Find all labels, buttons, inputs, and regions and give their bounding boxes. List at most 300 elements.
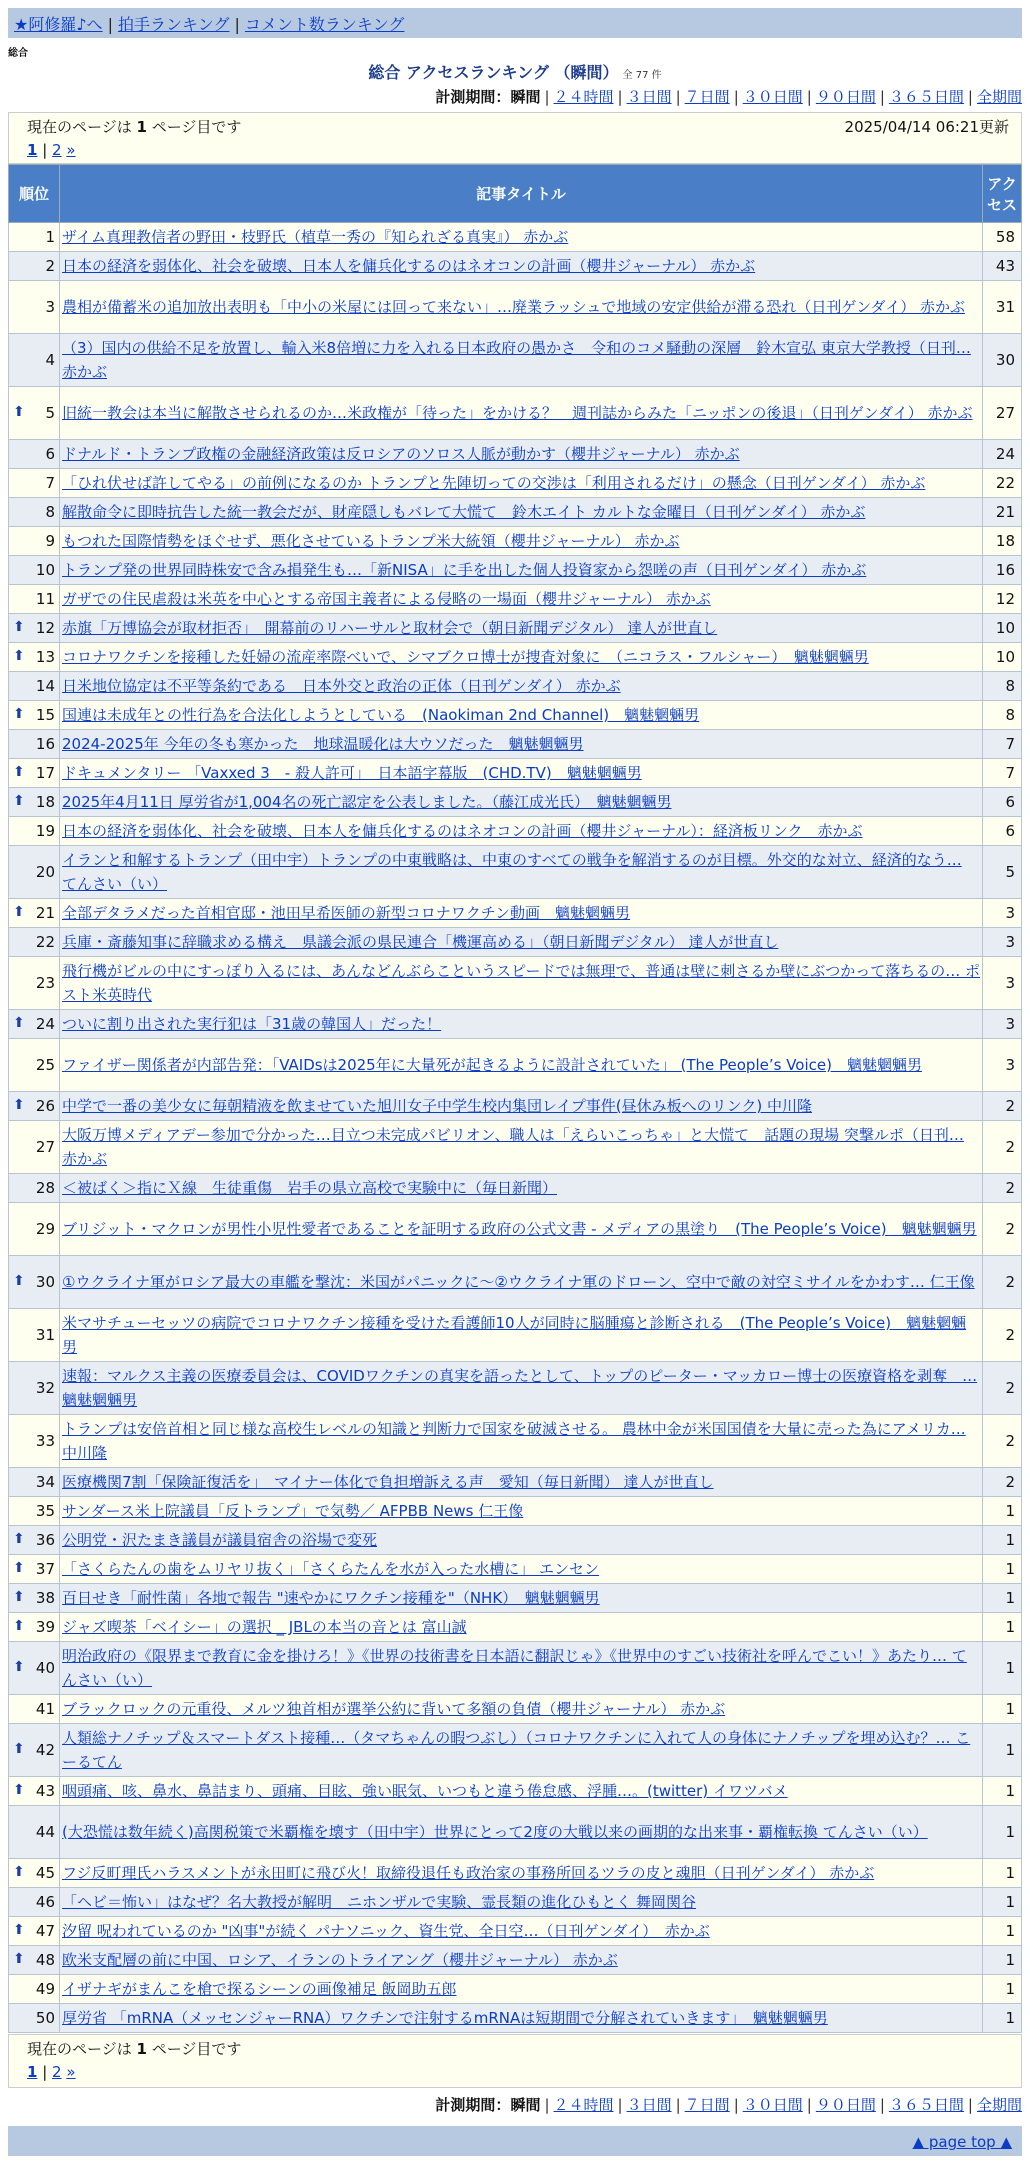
article-link[interactable]: ガザでの住民虐殺は米英を中心とする帝国主義者による侵略の一場面（櫻井ジャーナル） 赤かぶ (62, 590, 711, 608)
period-option-link[interactable]: ３０日間 (742, 2096, 803, 2114)
access-count: 10 (983, 614, 1022, 643)
rank-number: 10 (35, 561, 55, 579)
ranking-row (9, 643, 1022, 672)
rank-number: 36 (35, 1531, 55, 1549)
ranking-table (8, 164, 1022, 2033)
up-arrow-icon: ⬆ (13, 648, 25, 664)
article-link[interactable]: 咽頭痛、咳、鼻水、鼻詰まり、頭痛、目眩、強い眠気、いつもと違う倦怠感、浮腫…。(twitter) イワツバメ (62, 1782, 788, 1800)
article-link[interactable]: 兵庫・斎藤知事に辞職求める構え 県議会派の県民連合「機運高める」（朝日新聞デジタル） 達人が世直し (62, 933, 779, 951)
title-cell (60, 614, 983, 643)
title-cell (60, 928, 983, 957)
rank-cell (9, 223, 60, 252)
period-option-link[interactable]: ２４時間 (553, 88, 614, 106)
access-count: 8 (983, 672, 1022, 701)
rank-cell (9, 701, 60, 730)
title-cell (60, 440, 983, 469)
pager-page-2[interactable]: 2 (52, 141, 62, 159)
rank-number: 47 (35, 1922, 55, 1940)
nav-separator: | (234, 15, 240, 34)
rank-number: 40 (35, 1659, 55, 1677)
article-link[interactable]: 国連は未成年との性行為を合法化しようとしている (Naokiman 2nd Channel) 魑魅魍魎男 (62, 706, 700, 724)
rank-number: 29 (35, 1220, 55, 1238)
rank-number: 20 (35, 863, 55, 881)
rank-cell (9, 252, 60, 281)
article-link[interactable]: 日本の経済を弱体化、社会を破壊、日本人を傭兵化するのはネオコンの計画（櫻井ジャーナル） 赤かぶ (62, 257, 756, 275)
rank-cell (9, 1121, 60, 1174)
ranking-row (9, 252, 1022, 281)
rank-cell (9, 1642, 60, 1695)
nav-link-applause-ranking[interactable]: 拍手ランキング (117, 15, 230, 34)
article-link[interactable]: ①ウクライナ軍がロシア最大の車艦を撃沈：米国がパニックに～②ウクライナ軍のドローン、空中で敵の対空ミサイルをかわす… 仁王像 (62, 1273, 975, 1291)
period-option-link[interactable]: ３０日間 (742, 88, 803, 106)
article-link[interactable]: イザナギがまんこを槍で探るシーンの画像補足 飯岡助五郎 (62, 1980, 457, 1998)
ranking-row (9, 928, 1022, 957)
article-link[interactable]: コロナワクチンを接種した妊婦の流産率際べいで、シマブクロ博士が捜査対象に （ニコラス・フルシャー） 魑魅魍魎男 (62, 648, 869, 666)
access-count: 58 (983, 223, 1022, 252)
title-cell (60, 1917, 983, 1946)
up-arrow-icon: ⬆ (13, 1560, 25, 1576)
rank-number: 17 (35, 764, 55, 782)
rank-cell (9, 440, 60, 469)
total-count: 全 77 件 (622, 70, 662, 81)
rank-cell (9, 527, 60, 556)
ranking-row (9, 1859, 1022, 1888)
access-count: 21 (983, 498, 1022, 527)
period-separator: | (617, 2096, 623, 2114)
ranking-row (9, 817, 1022, 846)
article-link[interactable]: ついに割り出された実行犯は「31歳の韓国人」だった！ (62, 1015, 442, 1033)
title-cell (60, 1859, 983, 1888)
ranking-row (9, 614, 1022, 643)
ranking-row (9, 1613, 1022, 1642)
article-link[interactable]: 2024-2025年 今年の冬も寒かった 地球温暖化は大ウソだった 魑魅魍魎男 (62, 735, 584, 753)
footer-bar (8, 2126, 1022, 2156)
ranking-row (9, 469, 1022, 498)
article-link[interactable]: フジ反町理氏ハラスメントが永田町に飛び火！取締役退任も政治家の事務所回るツラの皮と魂胆（日刊ゲンダイ） 赤かぶ (62, 1864, 875, 1882)
title-cell (60, 701, 983, 730)
title-cell (60, 1256, 983, 1309)
pager-next[interactable]: » (66, 2063, 76, 2081)
ranking-row (9, 334, 1022, 387)
article-link[interactable]: 汐留 呪われているのか "凶事"が続く パナソニック、資生党、全日空…（日刊ゲンダイ） 赤かぶ (62, 1922, 710, 1940)
title-cell (60, 469, 983, 498)
rank-cell (9, 1584, 60, 1613)
up-arrow-icon: ⬆ (13, 764, 25, 780)
ranking-row (9, 1526, 1022, 1555)
access-count: 3 (983, 899, 1022, 928)
pager-top: 1 | 2 » (27, 141, 76, 159)
article-link[interactable]: 欧米支配層の前に中国、ロシア、イランのトライアング（櫻井ジャーナル） 赤かぶ (62, 1951, 618, 1969)
ranking-row (9, 387, 1022, 440)
period-option-link[interactable]: ３日間 (626, 88, 672, 106)
ranking-row (9, 1584, 1022, 1613)
title-cell (60, 1203, 983, 1256)
rank-cell (9, 643, 60, 672)
period-option-link[interactable]: ９０日間 (815, 88, 876, 106)
access-count: 18 (983, 527, 1022, 556)
access-count: 30 (983, 334, 1022, 387)
rank-cell (9, 1724, 60, 1777)
ranking-row (9, 1010, 1022, 1039)
title-cell (60, 788, 983, 817)
page-top-link[interactable]: ▲ page top ▲ (912, 2133, 1012, 2151)
period-separator: | (733, 2096, 739, 2114)
title-cell (60, 2004, 983, 2033)
rank-cell (9, 1946, 60, 1975)
rank-number: 41 (35, 1700, 55, 1718)
period-option-link[interactable]: 全期間 (976, 2096, 1022, 2114)
access-count: 2 (983, 1309, 1022, 1362)
rank-cell (9, 1362, 60, 1415)
rank-number: 8 (45, 503, 55, 521)
title-cell (60, 672, 983, 701)
period-option-link[interactable]: ７日間 (684, 2096, 730, 2114)
title-cell (60, 730, 983, 759)
article-link[interactable]: 赤旗「万博協会が取材拒否」 開幕前のリハーサルと取材会で（朝日新聞デジタル） 達人が世直し (62, 619, 718, 637)
rank-number: 5 (45, 404, 55, 422)
rank-number: 27 (35, 1138, 55, 1156)
rank-cell (9, 498, 60, 527)
ranking-row (9, 527, 1022, 556)
rank-cell (9, 1203, 60, 1256)
article-link[interactable]: 中学で一番の美少女に毎朝精液を飲ませていた旭川女子中学生校内集団レイプ事件(昼休み板へのリンク) 中川隆 (62, 1097, 812, 1115)
up-arrow-icon: ⬆ (13, 1741, 25, 1757)
rank-cell (9, 759, 60, 788)
article-link[interactable]: ザイム真理教信者の野田・枝野氏（植草一秀の『知られざる真実』） 赤かぶ (62, 228, 569, 246)
ranking-row (9, 1039, 1022, 1092)
rank-cell (9, 1555, 60, 1584)
access-count: 31 (983, 281, 1022, 334)
rank-cell (9, 1526, 60, 1555)
rank-cell (9, 1468, 60, 1497)
access-count: 1 (983, 1888, 1022, 1917)
rank-number: 15 (35, 706, 55, 724)
rank-cell (9, 1415, 60, 1468)
nav-separator: | (107, 15, 113, 34)
pager-page-1[interactable]: 1 (27, 2063, 38, 2081)
article-link[interactable]: 農相が備蓄米の追加放出表明も「中小の米屋には回って来ない」…廃業ラッシュで地域の安定供給が滞る恐れ（日刊ゲンダイ） 赤かぶ (62, 298, 965, 316)
top-nav-bar (8, 8, 1022, 38)
rank-cell (9, 556, 60, 585)
ranking-row (9, 440, 1022, 469)
title-cell (60, 846, 983, 899)
rank-cell (9, 1806, 60, 1859)
access-count: 1 (983, 1917, 1022, 1946)
rank-number: 38 (35, 1589, 55, 1607)
rank-cell (9, 614, 60, 643)
article-link[interactable]: 厚労省 「mRNA（メッセンジャーRNA）ワクチンで注射するmRNAは短期間で分解されていきます」 魑魅魍魎男 (62, 2009, 828, 2027)
ranking-row (9, 957, 1022, 1010)
article-link[interactable]: 大阪万博メディアデー参加で分かった…目立つ未完成パビリオン、職人は「えらいこっちゃ」と大慌て 話題の現場 突撃ルポ（日刊… 赤かぶ (62, 1126, 964, 1168)
rank-number: 4 (45, 351, 55, 369)
rank-cell (9, 1497, 60, 1526)
access-count: 1 (983, 1806, 1022, 1859)
rank-number: 43 (35, 1782, 55, 1800)
ranking-row (9, 759, 1022, 788)
article-link[interactable]: 明治政府の《限界まで教育に金を掛けろ！》《世界の技術書を日本語に翻訳じゃ》《世界中のすごい技術社を呼んでこい！》あたり… てんさい（い） (62, 1647, 967, 1689)
article-link[interactable]: （3）国内の供給不足を放置し、輸入米8倍増に力を入れる日本政府の愚かさ 令和のコメ騒動の深層 鈴木宣弘 東京大学教授（日刊… 赤かぶ (62, 339, 971, 381)
article-link[interactable]: 「さくらたんの歯をムリヤリ抜く」「さくらたんを水が入った水槽に」 エンセン (62, 1560, 599, 1578)
ranking-row (9, 1415, 1022, 1468)
rank-number: 22 (35, 933, 55, 951)
rank-cell (9, 1039, 60, 1092)
up-arrow-icon: ⬆ (13, 1531, 25, 1547)
ranking-row (9, 1777, 1022, 1806)
rank-cell (9, 957, 60, 1010)
access-count: 3 (983, 1039, 1022, 1092)
period-separator: | (879, 88, 885, 106)
current-page-text: 現在のページは 1 ページ目です (27, 118, 242, 136)
title-cell (60, 1362, 983, 1415)
rank-number: 42 (35, 1741, 55, 1759)
up-arrow-icon: ⬆ (13, 1618, 25, 1634)
title-cell (60, 252, 983, 281)
rank-number: 13 (35, 648, 55, 666)
pager-page-2[interactable]: 2 (52, 2063, 62, 2081)
article-link[interactable]: トランプは安倍首相と同じ様な高校生レベルの知識と判断力で国家を破滅させる。 農林中金が米国国債を大量に売った為にアメリカ… 中川隆 (62, 1420, 966, 1462)
rank-cell (9, 846, 60, 899)
article-link[interactable]: 旧統一教会は本当に解散させられるのか…米政権が「待った」をかける？ 週刊誌からみた「ニッポンの後退」（日刊ゲンダイ） 赤かぶ (62, 404, 973, 422)
rank-header: 順位 (9, 165, 60, 223)
title-cell (60, 1777, 983, 1806)
access-count: 1 (983, 2004, 1022, 2033)
article-link[interactable]: もつれた国際情勢をほぐせず、悪化させているトランプ米大統領（櫻井ジャーナル） 赤かぶ (62, 532, 680, 550)
access-count: 24 (983, 440, 1022, 469)
page-info-bottom (8, 2034, 1022, 2088)
article-link[interactable]: 解散命令に即時抗告した統一教会だが、財産隠しもバレて大慌て 鈴木エイト カルトな金曜日（日刊ゲンダイ） 赤かぶ (62, 503, 866, 521)
ranking-row (9, 1256, 1022, 1309)
rank-cell (9, 387, 60, 440)
article-link[interactable]: 「ヘビ＝怖い」はなぜ？名大教授が解明 ニホンザルで実験、霊長類の進化ひもとく 舞岡関谷 (62, 1893, 697, 1911)
article-link[interactable]: サンダース米上院議員「反トランプ」で気勢／ AFPBB News 仁王像 (62, 1502, 524, 1520)
access-count: 1 (983, 1584, 1022, 1613)
rank-number: 23 (35, 974, 55, 992)
title-cell (60, 817, 983, 846)
access-count: 1 (983, 1695, 1022, 1724)
access-count: 1 (983, 1859, 1022, 1888)
ranking-row (9, 281, 1022, 334)
rank-cell (9, 672, 60, 701)
article-link[interactable]: 全部デタラメだった首相官邸・池田早希医師の新型コロナワクチン動画 魑魅魍魎男 (62, 904, 631, 922)
article-link[interactable]: ブラックロックの元重役、メルツ独首相が選挙公約に背いて多額の負債（櫻井ジャーナル） 赤かぶ (62, 1700, 726, 1718)
access-count: 1 (983, 1946, 1022, 1975)
title-cell (60, 899, 983, 928)
ranking-row (9, 1174, 1022, 1203)
title-cell (60, 334, 983, 387)
article-link[interactable]: 速報：マルクス主義の医療委員会は、COVIDワクチンの真実を語ったとして、トップのピーター・マッカロー博士の医療資格を剥奪 … 魑魅魍魎男 (62, 1367, 978, 1409)
ranking-row (9, 701, 1022, 730)
ranking-row (9, 899, 1022, 928)
period-selector-top (435, 86, 1022, 107)
period-separator: | (806, 88, 812, 106)
up-arrow-icon: ⬆ (13, 1922, 25, 1938)
article-link[interactable]: 日本の経済を弱体化、社会を破壊、日本人を傭兵化するのはネオコンの計画（櫻井ジャーナル）：経済板リンク 赤かぶ (62, 822, 863, 840)
rank-number: 3 (45, 298, 55, 316)
access-count: 5 (983, 846, 1022, 899)
ranking-row (9, 1946, 1022, 1975)
period-separator: | (675, 2096, 681, 2114)
rank-cell (9, 1917, 60, 1946)
article-link[interactable]: 日米地位協定は不平等条約である 日本外交と政治の正体（日刊ゲンダイ） 赤かぶ (62, 677, 621, 695)
rank-number: 18 (35, 793, 55, 811)
article-link[interactable]: ドナルド・トランプ政権の金融経済政策は反ロシアのソロス人脈が動かす（櫻井ジャーナル） 赤かぶ (62, 445, 740, 463)
rank-cell (9, 928, 60, 957)
access-count: 7 (983, 730, 1022, 759)
access-count: 43 (983, 252, 1022, 281)
access-count: 1 (983, 1555, 1022, 1584)
updated-timestamp: 2025/04/14 06:21更新 (844, 118, 1009, 136)
period-separator: | (733, 88, 739, 106)
period-option-link[interactable]: ３日間 (626, 2096, 672, 2114)
access-count: 2 (983, 1362, 1022, 1415)
rank-number: 30 (35, 1273, 55, 1291)
rank-number: 45 (35, 1864, 55, 1882)
article-link[interactable]: ファイザー関係者が内部告発：「VAIDsは2025年に大量死が起きるように設計されていた」 (The People’s Voice) 魑魅魍魎男 (62, 1056, 922, 1074)
nav-link-asyura[interactable]: ★阿修羅♪へ (14, 15, 103, 34)
rank-cell (9, 1174, 60, 1203)
up-arrow-icon: ⬆ (13, 1864, 25, 1880)
article-link[interactable]: 百日せき「耐性菌」各地で報告 "速やかにワクチン接種を"（NHK） 魑魅魍魎男 (62, 1589, 600, 1607)
title-cell (60, 1121, 983, 1174)
article-link[interactable]: イランと和解するトランプ（田中宇）トランプの中東戦略は、中東のすべての戦争を解消するのが目標。外交的な対立、経済的なう… てんさい（い） (62, 851, 962, 893)
pager-next[interactable]: » (66, 141, 76, 159)
period-option-link[interactable]: ７日間 (684, 88, 730, 106)
rank-cell (9, 1888, 60, 1917)
access-count: 2 (983, 1121, 1022, 1174)
access-count: 2 (983, 1256, 1022, 1309)
access-count: 16 (983, 556, 1022, 585)
access-count: 1 (983, 1724, 1022, 1777)
title-cell (60, 1724, 983, 1777)
ranking-row (9, 1724, 1022, 1777)
period-current: 瞬間 (510, 88, 541, 106)
title-cell (60, 585, 983, 614)
article-link[interactable]: 医療機関7割「保険証復活を」 マイナー体化で負担増訴える声 愛知（毎日新聞） 達人が世直し (62, 1473, 714, 1491)
access-count: 3 (983, 1010, 1022, 1039)
title-cell (60, 1468, 983, 1497)
article-link[interactable]: 「ひれ伏せば許してやる」の前例になるのか トランプと先陣切っての交渉は「利用されるだけ」の懸念（日刊ゲンダイ） 赤かぶ (62, 474, 926, 492)
rank-number: 49 (35, 1980, 55, 1998)
up-arrow-icon: ⬆ (13, 1951, 25, 1967)
period-current: 瞬間 (510, 2096, 541, 2114)
ranking-row (9, 585, 1022, 614)
title-cell (60, 643, 983, 672)
ranking-row (9, 672, 1022, 701)
rank-cell (9, 281, 60, 334)
title-cell (60, 1174, 983, 1203)
article-link[interactable]: 飛行機がビルの中にすっぽり入るには、あんなどんぶらこというスピードでは無理で、普通は壁に刺さるか壁にぶつかって落ちるの… ポスト米英時代 (62, 962, 980, 1004)
period-option-link[interactable]: ９０日間 (815, 2096, 876, 2114)
period-option-link[interactable]: ３６５日間 (888, 2096, 964, 2114)
access-count: 1 (983, 1642, 1022, 1695)
ranking-row (9, 1121, 1022, 1174)
access-count: 3 (983, 957, 1022, 1010)
period-separator: | (617, 88, 623, 106)
title-cell (60, 1806, 983, 1859)
access-count: 12 (983, 585, 1022, 614)
pager-page-1[interactable]: 1 (27, 141, 38, 159)
period-separator: | (806, 2096, 812, 2114)
article-link[interactable]: トランプ発の世界同時株安で含み損発生も…「新NISA」に手を出した個人投資家から怨嗟の声（日刊ゲンダイ） 赤かぶ (62, 561, 867, 579)
period-option-link[interactable]: ３６５日間 (888, 88, 964, 106)
title-cell (60, 1888, 983, 1917)
access-count: 1 (983, 1497, 1022, 1526)
rank-number: 2 (45, 257, 55, 275)
rank-cell (9, 2004, 60, 2033)
rank-cell (9, 1010, 60, 1039)
access-count: 2 (983, 1092, 1022, 1121)
period-selector-bottom (435, 2094, 1022, 2115)
ranking-row (9, 1806, 1022, 1859)
access-count: 1 (983, 1975, 1022, 2004)
page-heading (0, 60, 1030, 83)
rank-number: 26 (35, 1097, 55, 1115)
ranking-row (9, 1309, 1022, 1362)
title-cell (60, 1010, 983, 1039)
title-cell (60, 1642, 983, 1695)
rank-cell (9, 1777, 60, 1806)
ranking-row (9, 556, 1022, 585)
access-count: 1 (983, 1613, 1022, 1642)
ranking-row (9, 1975, 1022, 2004)
nav-link-comment-ranking[interactable]: コメント数ランキング (244, 15, 405, 34)
article-link[interactable]: 米マサチューセッツの病院でコロナワクチン接種を受けた看護師10人が同時に脳腫瘍と診断される (The People’s Voice) 魑魅魍魎男 (62, 1314, 967, 1356)
pager-bottom: 1 | 2 » (27, 2063, 76, 2081)
period-separator: | (879, 2096, 885, 2114)
ranking-row (9, 1203, 1022, 1256)
article-link[interactable]: 公明党・沢たまき議員が議員宿舎の浴場で変死 (62, 1531, 378, 1549)
title-cell (60, 1695, 983, 1724)
title-cell (60, 1555, 983, 1584)
current-page-text-bottom: 現在のページは 1 ページ目です (27, 2040, 242, 2058)
access-count: 2 (983, 1468, 1022, 1497)
ranking-row (9, 1092, 1022, 1121)
period-label: 計測期間： (435, 88, 511, 106)
period-separator: | (967, 88, 973, 106)
page-info-top (8, 112, 1022, 164)
title-cell (60, 1584, 983, 1613)
access-count: 1 (983, 1526, 1022, 1555)
access-count: 2 (983, 1174, 1022, 1203)
title-cell (60, 1092, 983, 1121)
article-link[interactable]: (大恐慌は数年続く)高関税策で米覇権を壊す（田中宇）世界にとって2度の大戦以来の画期的な出来事・覇権転換 てんさい（い） (62, 1823, 928, 1841)
period-label: 計測期間： (435, 2096, 511, 2114)
period-separator: | (544, 88, 550, 106)
rank-cell (9, 730, 60, 759)
article-link[interactable]: ジャズ喫茶「ベイシー」の選択 _ JBLの本当の音とは 富山誠 (62, 1618, 467, 1636)
article-link[interactable]: ＜被ばく＞指にＸ線 生徒重傷 岩手の県立高校で実験中に（毎日新聞） (62, 1179, 558, 1197)
ranking-row (9, 223, 1022, 252)
rank-number: 34 (35, 1473, 55, 1491)
rank-number: 6 (45, 445, 55, 463)
rank-cell (9, 1613, 60, 1642)
rank-number: 7 (45, 474, 55, 492)
article-link[interactable]: ブリジット・マクロンが男性小児性愛者であることを証明する政府の公式文書 - メディアの黒塗り (The People’s Voice) 魑魅魍魎男 (62, 1220, 977, 1238)
rank-number: 25 (35, 1056, 55, 1074)
rank-number: 28 (35, 1179, 55, 1197)
title-cell (60, 957, 983, 1010)
article-link[interactable]: 人類総ナノチップ＆スマートダスト接種…（タマちゃんの暇つぶし）（コロナワクチンに入れて人の身体にナノチップを埋め込む？… こーるてん (62, 1729, 971, 1771)
period-option-link[interactable]: ２４時間 (553, 2096, 614, 2114)
access-count: 1 (983, 1777, 1022, 1806)
title-cell (60, 556, 983, 585)
article-link[interactable]: ドキュメンタリー 「Vaxxed 3 - 殺人許可」 日本語字幕版 (CHD.TV) 魑魅魍魎男 (62, 764, 642, 782)
title-cell (60, 759, 983, 788)
ranking-row (9, 2004, 1022, 2033)
article-link[interactable]: 2025年4月11日 厚労省が1,004名の死亡認定を公表しました。（藤江成光氏） 魑魅魍魎男 (62, 793, 672, 811)
period-option-link[interactable]: 全期間 (976, 88, 1022, 106)
title-cell (60, 387, 983, 440)
